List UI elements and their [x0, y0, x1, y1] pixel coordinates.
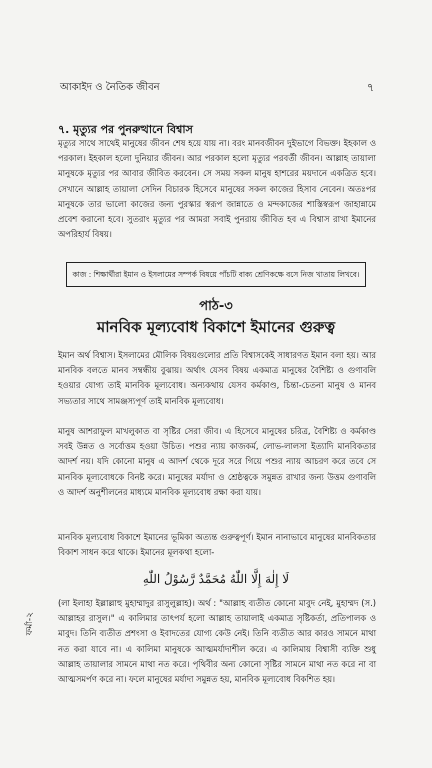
- paragraph-4: (লা ইলাহা ইল্লাল্লাহু মুহাম্মাদুর রাসুলুল্লাহ)। অর্থ : "আল্লাহ ব্যতীত কোনো মাবুদ নেই, মুহাম্মদ (স.) আল্লাহর রাসুল।" এ কালিমার তাৎপর্য হলো আল্লাহ তায়ালাই একমাত্র সৃষ্টিকর্তা, প্রতিপালক ও মাবুদ। তিনি ব্যতীত প্রশংসা ও ইবাদতের যোগ্য কেউ নেই। তিনি ব্যতীত আর কারও সামনে মাথা নত করা যাবে না। এ কালিমা মানুষকে আত্মমর্যাদাশীল করে। এ কালিমায় বিশ্বাসী ব্যক্তি শুধু আল্লাহ তায়ালার সামনে মাথা নত করে। পৃথিবীর অন্য কোনো সৃষ্টির সামনে মাথা নত করে না বা আত্মসমর্পণ করে না। ফলে মানুষের মর্যাদা সমুন্নত হয়, মানবিক মূল্যবোধ বিকশিত হয়।: [58, 598, 376, 685]
- arabic-kalima: لَا إِلٰهَ إِلَّا اللّٰهُ مُحَمَّدٌ رَّسُوْلُ اللّٰهِ: [142, 572, 290, 586]
- section-heading: ৭. মৃত্যুর পর পুনরুত্থানে বিশ্বাস: [58, 123, 193, 136]
- page-number: ৭: [366, 81, 374, 94]
- folio-mark: ফর্মা-২: [25, 612, 35, 636]
- lesson-title: মানবিক মূল্যবোধ বিকাশে ইমানের গুরুত্ব: [96, 318, 336, 336]
- paragraph-2: মানুষ আশরাফুল মাখলুকাত বা সৃষ্টির সেরা জীব। এ হিসেবে মানুষের চরিত্র, বৈশিষ্ট্য ও কর্মকাণ্ড সবই উন্নত ও সর্বোত্তম হওয়া উচিত। পশুর ন্যায় কাজকর্ম, লোভ-লালসা ইত্যাদি মানবিকতার আদর্শ নয়। যদি কোনো মানুষ এ আদর্শ থেকে দূরে সরে গিয়ে পশুর ন্যায় আচরণ করে তবে সে মানবিক মূল্যবোধকে বিনষ্ট করে। মানুষের মর্যাদা ও শ্রেষ্ঠত্বকে সমুন্নত রাখার জন্য উত্তম গুণাবলি ও আদর্শ অনুশীলনের মাধ্যমে মানবিক মূল্যবোধ রক্ষা করা যায়।: [58, 426, 376, 497]
- task-box: কাজ : শিক্ষার্থীরা ইমান ও ইসলামের সম্পর্ক বিষয়ে পাঁচটি বাক্য শ্রেণিকক্ষে বসে নিজ খাতায় লিখবে।: [66, 262, 366, 287]
- lesson-number: পাঠ-৩: [199, 299, 233, 314]
- running-header-title: আকাইদ ও নৈতিক জীবন: [60, 82, 160, 93]
- paragraph-1: ইমান অর্থ বিশ্বাস। ইসলামের মৌলিক বিষয়গুলোর প্রতি বিশ্বাসকেই সাধারণত ইমান বলা হয়। আর মানবিক বলতে মানব সম্বন্ধীয় বুঝায়। অর্থাৎ যেসব বিষয় একমাত্র মানুষের বৈশিষ্ট্য ও গুণাবলি হওয়ার যোগ্য তাই মানবিক মূল্যবোধ। অন্যকথায় যেসব কর্মকাণ্ড, চিন্তা-চেতনা মানুষ ও মানব সভ্যতার সাথে সামঞ্জস্যপূর্ণ তাই মানবিক মূল্যবোধ।: [58, 350, 376, 406]
- section-paragraph: মৃত্যুর সাথে সাথেই মানুষের জীবন শেষ হয়ে যায় না। বরং মানবজীবন দুইভাগে বিভক্ত। ইহকাল ও পরকাল। ইহকাল হলো দুনিয়ার জীবন। আর পরকাল হলো মৃত্যুর পরবর্তী জীবন। আল্লাহ তায়ালা মানুষকে মৃত্যুর পর আবার জীবিত করবেন। সে সময় সকল মানুষ হাশরের ময়দানে একত্রিত হবে। সেখানে আল্লাহ তায়ালা সেদিন বিচারক হিসেবে মানুষের সকল কাজের হিসাব নেবেন। অতঃপর মানুষকে তার ভালো কাজের জন্য পুরস্কার স্বরূপ জান্নাতে ও মন্দকাজের শাস্তিস্বরূপ জাহান্নামে প্রবেশ করানো হবে। সুতরাং মৃত্যুর পর আমরা সবাই পুনরায় জীবিত হব এ বিশ্বাস রাখা ইমানের অপরিহার্য বিষয়।: [58, 138, 376, 240]
- paragraph-3: মানবিক মূল্যবোধ বিকাশে ইমানের ভূমিকা অত্যন্ত গুরুত্বপূর্ণ। ইমান নানাভাবে মানুষের মানবিকতার বিকাশ সাধন করে থাকে। ইমানের মূলকথা হলো-: [58, 532, 376, 558]
